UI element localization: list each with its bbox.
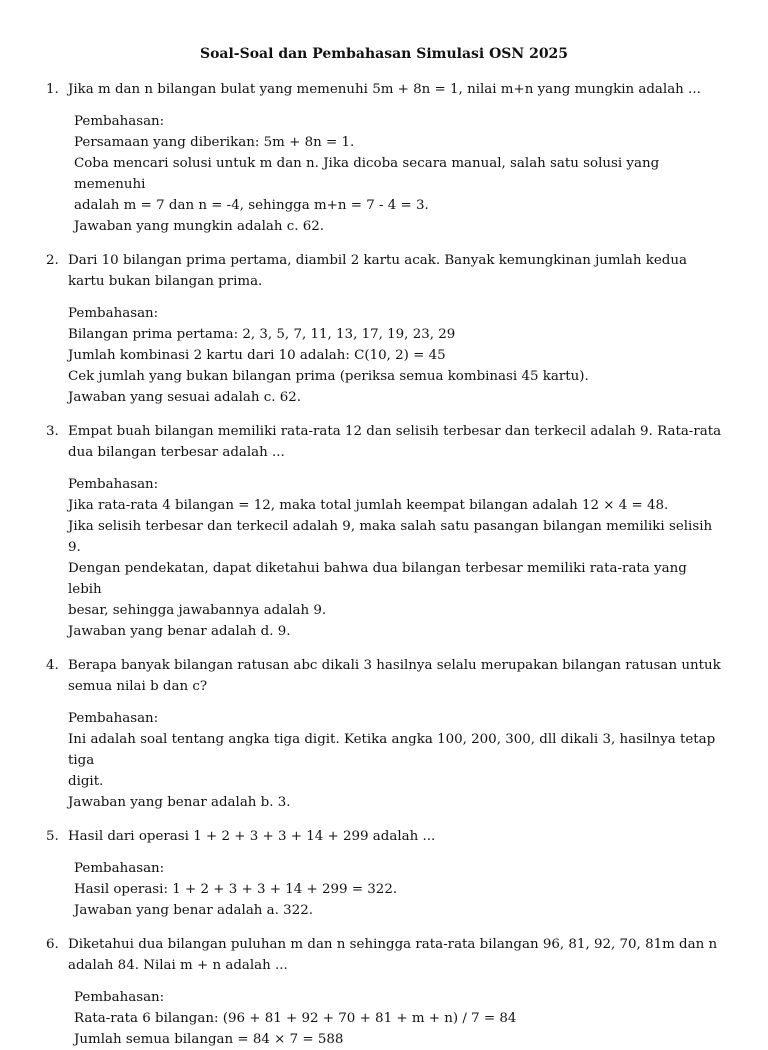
question-3 — [46, 421, 722, 463]
question-text: Diketahui dua bilangan puluhan m dan n sehingga rata-rata bilangan 96, 81, 92, 70, 81m dan n adalah 84. Nilai m + n adalah ... — [68, 937, 718, 973]
explanation-line: adalah m = 7 dan n = -4, sehingga m+n = 7 - 4 = 3. — [74, 198, 429, 213]
explanation-heading: Pembahasan: — [68, 477, 159, 492]
question-2 — [46, 250, 722, 292]
explanation-5 — [74, 858, 722, 921]
question-number: 4. — [46, 658, 59, 673]
question-number: 5. — [46, 829, 59, 844]
explanation-line: Coba mencari solusi untuk m dan n. Jika dicoba secara manual, salah satu solusi yang memenuhi — [74, 156, 660, 192]
explanation-answer: Jawaban yang benar adalah a. 322. — [74, 903, 313, 918]
explanation-heading: Pembahasan: — [68, 306, 159, 321]
question-number: 2. — [46, 253, 59, 268]
question-4 — [46, 655, 722, 697]
explanation-line: Jumlah semua bilangan = 84 × 7 = 588 — [74, 1032, 344, 1047]
explanation-1 — [74, 111, 722, 237]
question-5 — [46, 826, 722, 847]
explanation-line: Hasil operasi: 1 + 2 + 3 + 3 + 14 + 299 = 322. — [74, 882, 398, 897]
explanation-heading: Pembahasan: — [74, 990, 165, 1005]
explanation-heading: Pembahasan: — [68, 711, 159, 726]
explanation-6 — [74, 987, 722, 1050]
question-number: 1. — [46, 82, 59, 97]
explanation-line: Persamaan yang diberikan: 5m + 8n = 1. — [74, 135, 355, 150]
question-1 — [46, 79, 722, 100]
explanation-heading: Pembahasan: — [74, 114, 165, 129]
question-block-1 — [46, 79, 722, 237]
explanation-line: Jika rata-rata 4 bilangan = 12, maka total jumlah keempat bilangan adalah 12 × 4 = 48. — [68, 498, 669, 513]
explanation-line: Cek jumlah yang bukan bilangan prima (periksa semua kombinasi 45 kartu). — [68, 369, 589, 384]
question-6 — [46, 934, 722, 976]
explanation-line: Ini adalah soal tentang angka tiga digit. Ketika angka 100, 200, 300, dll dikali 3, hasilnya tetap tiga — [68, 732, 716, 768]
question-text: Berapa banyak bilangan ratusan abc dikali 3 hasilnya selalu merupakan bilangan ratusan untuk semua nilai b dan c? — [68, 658, 721, 694]
question-block-6 — [46, 934, 722, 1050]
explanation-3 — [68, 474, 722, 642]
question-block-4 — [46, 655, 722, 813]
explanation-line: Jika selisih terbesar dan terkecil adalah 9, maka salah satu pasangan bilangan memiliki selisih 9. — [68, 519, 713, 555]
explanation-line: Dengan pendekatan, dapat diketahui bahwa dua bilangan terbesar memiliki rata-rata yang lebih — [68, 561, 687, 597]
question-block-5 — [46, 826, 722, 921]
explanation-answer: Jawaban yang sesuai adalah c. 62. — [68, 390, 302, 405]
question-number: 3. — [46, 424, 59, 439]
explanation-line: Rata-rata 6 bilangan: (96 + 81 + 92 + 70 + 81 + m + n) / 7 = 84 — [74, 1011, 517, 1026]
question-number: 6. — [46, 937, 59, 952]
question-text: Jika m dan n bilangan bulat yang memenuhi 5m + 8n = 1, nilai m+n yang mungkin adalah ... — [68, 82, 701, 97]
question-block-3 — [46, 421, 722, 642]
explanation-answer: Jawaban yang mungkin adalah c. 62. — [74, 219, 325, 234]
explanation-line: Bilangan prima pertama: 2, 3, 5, 7, 11, 13, 17, 19, 23, 29 — [68, 327, 456, 342]
explanation-answer: Jawaban yang benar adalah b. 3. — [68, 795, 291, 810]
explanation-line: digit. — [68, 774, 104, 789]
explanation-heading: Pembahasan: — [74, 861, 165, 876]
question-text: Dari 10 bilangan prima pertama, diambil 2 kartu acak. Banyak kemungkinan jumlah kedua kartu bukan bilangan prima. — [68, 253, 687, 289]
explanation-4 — [68, 708, 722, 813]
question-text: Empat buah bilangan memiliki rata-rata 12 dan selisih terbesar dan terkecil adalah 9. Rata-rata dua bilangan terbesar adalah ... — [68, 424, 722, 460]
explanation-2 — [68, 303, 722, 408]
document-title: Soal-Soal dan Pembahasan Simulasi OSN 2025 — [199, 46, 569, 62]
question-text: Hasil dari operasi 1 + 2 + 3 + 3 + 14 + 299 adalah ... — [68, 829, 436, 844]
question-block-2 — [46, 250, 722, 408]
explanation-line: besar, sehingga jawabannya adalah 9. — [68, 603, 327, 618]
explanation-line: Jumlah kombinasi 2 kartu dari 10 adalah: C(10, 2) = 45 — [68, 348, 446, 363]
explanation-answer: Jawaban yang benar adalah d. 9. — [68, 624, 291, 639]
